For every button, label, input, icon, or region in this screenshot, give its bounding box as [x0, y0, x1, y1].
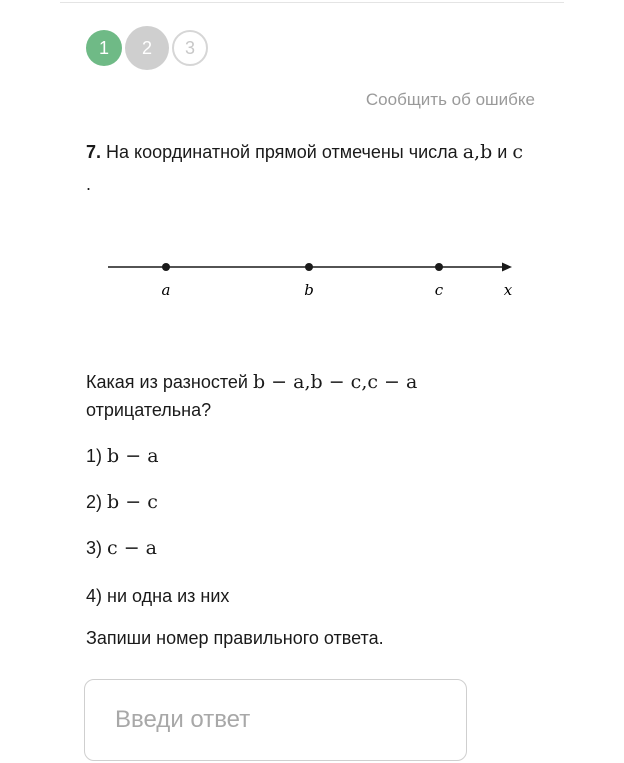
sep-1: ,	[304, 371, 311, 393]
comma: ,	[474, 141, 481, 163]
point-b	[305, 263, 313, 271]
option-expr: c − a	[107, 537, 157, 559]
answer-input[interactable]	[84, 679, 467, 761]
sep-2: ,	[361, 371, 368, 393]
label-x: x	[503, 281, 513, 299]
option-3	[86, 536, 157, 560]
problem-number: 7.	[86, 142, 102, 162]
trailing-dot: .	[86, 174, 92, 194]
option-text: ни одна из них	[107, 586, 230, 606]
top-divider	[60, 2, 564, 3]
step-3-button[interactable]: 3	[172, 30, 208, 66]
option-4	[86, 584, 229, 608]
question-prefix: Какая из разностей	[86, 372, 253, 392]
expr-1: b − a	[252, 371, 305, 393]
label-c: c	[434, 281, 444, 299]
question-suffix: отрицательна?	[86, 400, 212, 420]
instruction-text: Запиши номер правильного ответа.	[86, 628, 384, 648]
option-expr: b − c	[107, 491, 158, 513]
report-error-link[interactable]: Сообщить об ошибке	[365, 90, 535, 109]
step-1-button[interactable]: 1	[86, 30, 122, 66]
option-number: 4)	[86, 586, 103, 606]
option-number: 3)	[86, 538, 103, 558]
option-number: 1)	[86, 446, 103, 466]
var-c: c	[512, 141, 523, 163]
problem-statement	[86, 140, 556, 164]
point-c	[435, 263, 443, 271]
option-number: 2)	[86, 492, 103, 512]
axis-arrow-icon	[502, 263, 512, 272]
option-2	[86, 490, 158, 514]
expr-2: b − c	[310, 371, 362, 393]
point-a	[162, 263, 170, 271]
step-2-button[interactable]: 2	[125, 26, 169, 70]
problem-text: На координатной прямой отмечены числа	[101, 142, 463, 162]
step-navigation	[86, 26, 208, 70]
label-b: b	[304, 281, 314, 299]
question-text	[86, 368, 556, 424]
conjunction: и	[492, 142, 513, 162]
option-expr: b − a	[107, 445, 159, 467]
var-a: a	[462, 141, 475, 163]
var-b: b	[480, 141, 493, 163]
expr-3: c − a	[367, 371, 418, 393]
label-a: a	[161, 281, 171, 299]
number-line-figure	[100, 250, 520, 300]
option-1	[86, 444, 159, 468]
